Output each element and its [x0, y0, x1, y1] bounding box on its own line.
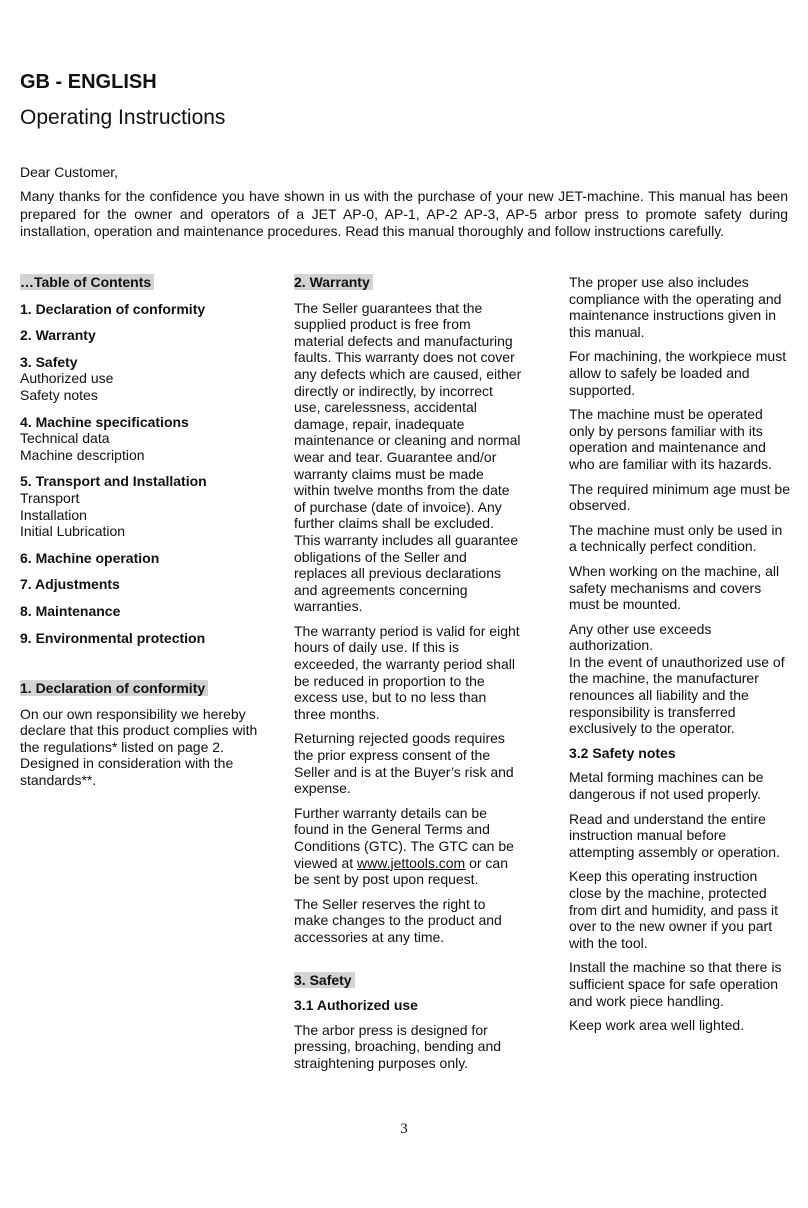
authorized-use-paragraph: The machine must only be used in a technically perfect condition.: [569, 521, 783, 555]
column-right: [569, 274, 791, 1042]
safety-heading: 3. Safety: [294, 972, 355, 988]
warranty-paragraph: Returning rejected goods requires the prior express consent of the Seller and is at the Buyer’s risk and expense.: [294, 730, 514, 797]
safety-notes-paragraph: Install the machine so that there is sufficient space for safe operation and work piece handling.: [569, 959, 782, 1009]
toc-entry: [20, 473, 270, 539]
warranty-paragraph-gtc: [294, 805, 522, 888]
warranty-heading: 2. Warranty: [294, 274, 373, 290]
toc-entry: [20, 576, 270, 593]
page-number: 3: [400, 1121, 408, 1137]
toc-entry-title: 3. Safety: [20, 353, 78, 370]
toc-subentry: Safety notes: [20, 386, 98, 403]
toc-entry: [20, 603, 270, 620]
declaration-heading: 1. Declaration of conformity: [20, 680, 208, 696]
toc-entry-title: 1. Declaration of conformity: [20, 300, 206, 317]
authorized-use-paragraph: When working on the machine, all safety mechanisms and covers must be mounted.: [569, 562, 780, 613]
safety-heading-wrap: [294, 972, 522, 989]
authorized-use-paragraph: The required minimum age must be observed.: [569, 480, 790, 514]
spacer: [294, 954, 522, 972]
toc-entry-title: 5. Transport and Installation: [20, 473, 207, 490]
toc-heading-wrap: [20, 274, 270, 291]
toc-subentry: Authorized use: [20, 370, 114, 387]
authorized-use-paragraph: The machine must be operated only by persons familiar with its operation and maintenance and who are familiar with its hazards.: [569, 406, 773, 472]
toc-entry-title: 4. Machine specifications: [20, 413, 189, 430]
toc-entry: [20, 354, 270, 404]
authorized-use-paragraph: The arbor press is designed for pressing, broaching, bending and straightening purposes only.: [294, 1021, 502, 1071]
authorized-use-heading: 3.1 Authorized use: [294, 997, 418, 1014]
toc-subentry: Installation: [20, 506, 87, 523]
safety-notes-paragraph: Keep this operating instruction close by the machine, protected from dirt and humidity, and pass it over to the new owner if you part with the tool.: [569, 868, 779, 951]
toc-entry-title: 7. Adjustments: [20, 576, 120, 593]
column-middle: [294, 274, 522, 1080]
toc-heading: …Table of Contents: [20, 274, 154, 290]
warranty-paragraph: The Seller guarantees that the supplied product is free from material defects and manufacturing faults. This warranty does not cover any defects which are caused, either directly or indirectly, by incorrect use, carelessness, accidental damage, repair, inadequate maintenance or cleaning and normal wear and tear. Guarantee and/or warranty claims must be made within twelve months from the date of purchase (date of invoice). Any further claims shall be excluded. This warranty includes all guarantee obligations of the Seller and replaces all previous declarations and agreements concerning warranties.: [294, 299, 522, 615]
authorized-use-paragraph: The proper use also includes compliance with the operating and maintenance instructions given in this manual.: [569, 274, 782, 340]
safety-notes-paragraph: Metal forming machines can be dangerous if not used properly.: [569, 769, 764, 803]
toc-subentry: Initial Lubrication: [20, 523, 126, 540]
toc-entry-title: 6. Machine operation: [20, 549, 160, 566]
safety-notes-paragraph: Keep work area well lighted.: [569, 1017, 745, 1034]
toc-entry: [20, 550, 270, 567]
column-left: [20, 274, 270, 797]
intro-paragraph: Many thanks for the confidence you have shown in us with the purchase of your new JET-machine. This manual has been prepared for the owner and operators of a JET AP-0, AP-1, AP-2 AP-3, AP-5 arbor press to promote safety during installation, operation and maintenance procedures. Read this manual thoroughly and follow instructions carefully.: [20, 188, 788, 239]
jettools-link[interactable]: www.jettools.com: [357, 854, 466, 871]
toc-entry: [20, 414, 270, 464]
liability-text: In the event of unauthorized use of the machine, the manufacturer renounces all liability and the responsibility is transferred exclusively to the operator.: [569, 653, 785, 737]
warranty-gtc-text-end: or can be sent by post upon request.: [294, 854, 509, 888]
toc-subentry: Transport: [20, 489, 80, 506]
toc-entry: [20, 630, 270, 647]
authorized-use-paragraph: For machining, the workpiece must allow to safely be loaded and supported.: [569, 348, 787, 398]
toc-entry-title: 8. Maintenance: [20, 602, 121, 619]
warranty-gtc-text: Further warranty details can be found in the General Terms and Conditions (GTC). The GTC can be viewed at: [294, 804, 514, 871]
toc-entry: [20, 327, 270, 344]
authorized-use-paragraph: [569, 621, 791, 737]
declaration-heading-wrap: [20, 680, 270, 697]
document-title: Operating Instructions: [20, 106, 226, 129]
toc-entry-title: 9. Environmental protection: [20, 629, 206, 646]
toc-entry: [20, 301, 270, 318]
authorization-line: Any other use exceeds authorization.: [569, 620, 712, 654]
warranty-heading-wrap: [294, 274, 522, 291]
language-heading: GB - ENGLISH: [20, 71, 157, 93]
toc-subentry: Machine description: [20, 446, 145, 463]
spacer: [20, 656, 270, 680]
warranty-paragraph: The warranty period is valid for eight hours of daily use. If this is exceeded, the warranty period shall be reduced in proportion to the excess use, but to no less than three months.: [294, 622, 520, 722]
safety-notes-paragraph: Read and understand the entire instruction manual before attempting assembly or operation.: [569, 810, 780, 860]
warranty-paragraph: The Seller reserves the right to make changes to the product and accessories at any time.: [294, 895, 502, 945]
toc-subentry: Technical data: [20, 430, 110, 447]
toc-entry-title: 2. Warranty: [20, 327, 96, 344]
declaration-text: On our own responsibility we hereby declare that this product complies with the regulations* listed on page 2. Designed in consideration with the standards**.: [20, 705, 258, 789]
greeting: Dear Customer,: [20, 164, 119, 180]
safety-notes-heading: 3.2 Safety notes: [569, 744, 676, 761]
